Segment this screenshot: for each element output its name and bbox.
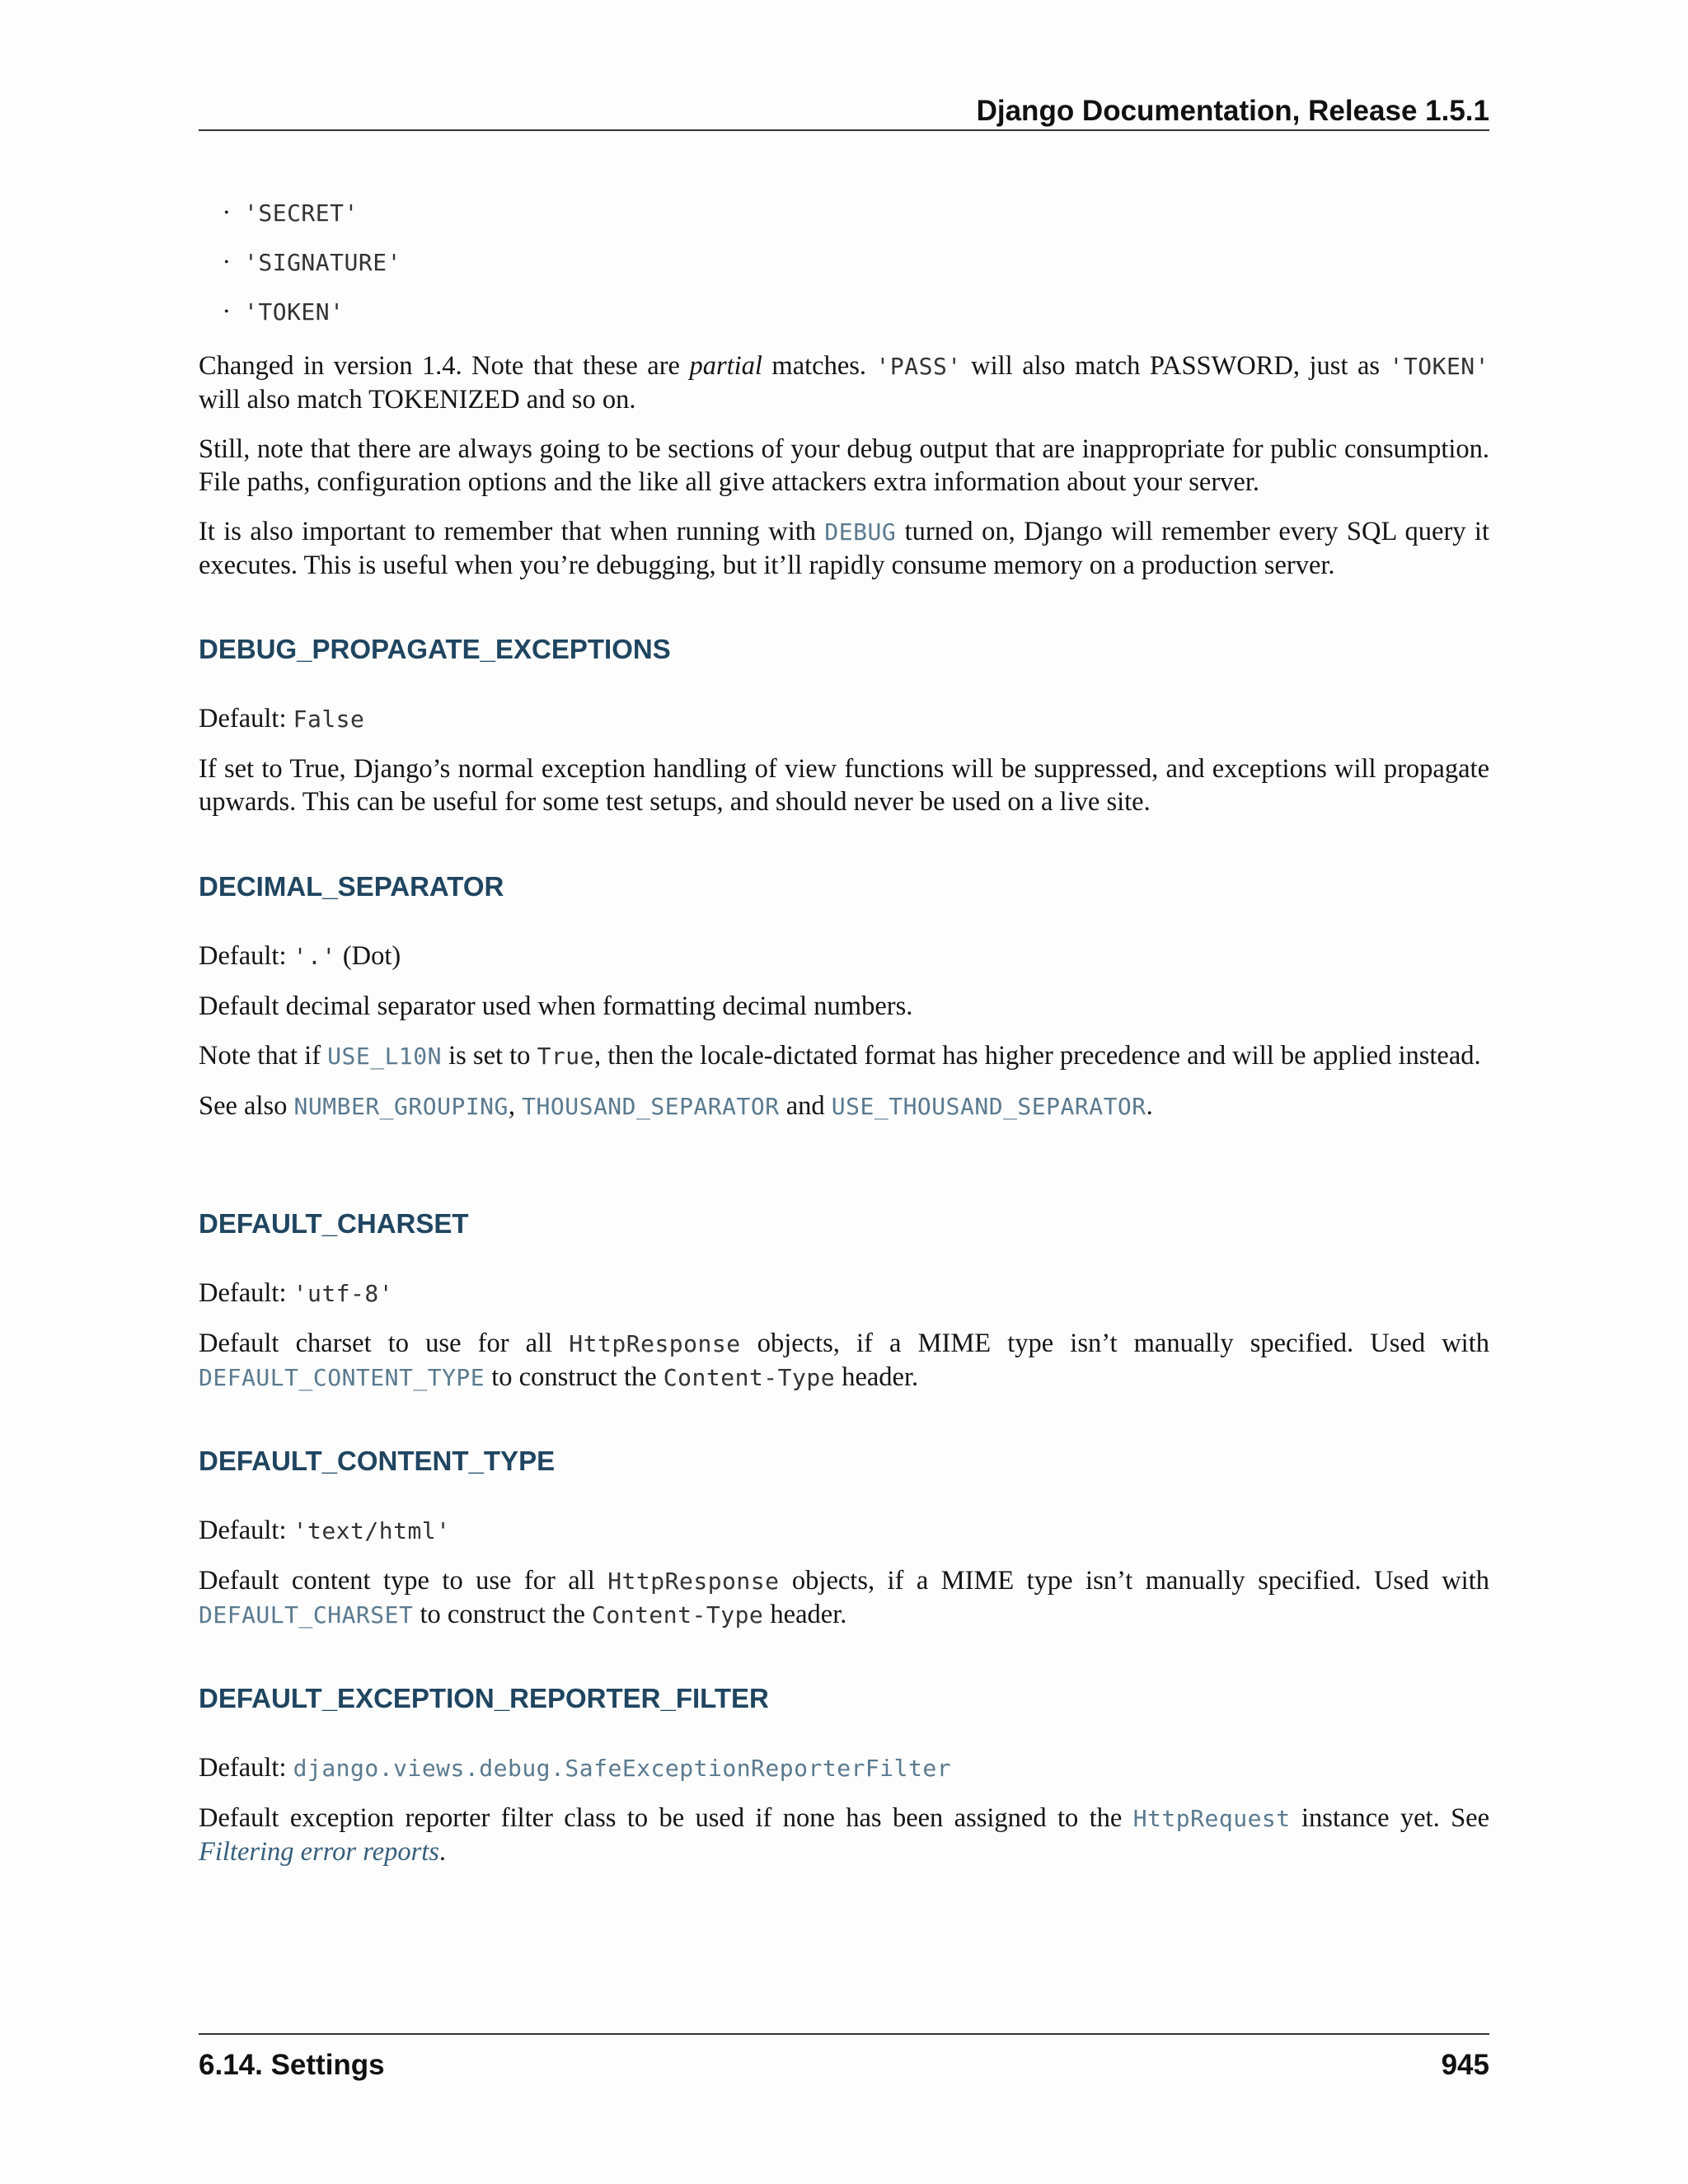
list-item-code: 'TOKEN'	[244, 298, 345, 326]
document-page	[199, 0, 1489, 2184]
filtering-error-reports-link[interactable]: Filtering error reports	[199, 1837, 439, 1867]
intro-block	[199, 349, 1489, 598]
default-value-line	[199, 940, 1489, 973]
default-label: Default:	[199, 1516, 293, 1545]
description-paragraph	[199, 1564, 1489, 1632]
locale-note-paragraph	[199, 1039, 1489, 1073]
secret-words-list	[199, 197, 1489, 345]
text-run: , then the locale-dictated format has higher precedence and will be applied instead.	[594, 1041, 1481, 1071]
section-heading: DEBUG_PROPAGATE_EXCEPTIONS	[199, 634, 671, 664]
text-run: will also match PASSWORD, just as	[961, 351, 1390, 381]
version-note-paragraph	[199, 349, 1489, 416]
default-content-type-section	[199, 1445, 1489, 1648]
default-label: Default:	[199, 941, 293, 971]
text-run: to construct the	[413, 1600, 592, 1629]
text-run: objects, if a MIME type isn’t manually specified. Used with	[779, 1566, 1489, 1596]
debug-propagate-exceptions-section	[199, 633, 1489, 835]
bullet-icon: •	[224, 206, 229, 220]
debug-output-paragraph: Still, note that there are always going to be sections of your debug output that are inappropriate for public consumption. File paths, configuration options and the like all give attackers extra information about your server.	[199, 434, 1489, 497]
safe-exception-reporter-filter-link[interactable]: django.views.debug.SafeExceptionReporterFilter	[293, 1755, 952, 1782]
default-label: Default:	[199, 1278, 293, 1308]
debug-memory-paragraph	[199, 515, 1489, 582]
list-item	[224, 197, 1489, 246]
text-run: .	[1146, 1091, 1153, 1121]
text-run: instance yet. See	[1290, 1803, 1489, 1833]
inline-code: 'PASS'	[875, 353, 962, 380]
decimal-separator-section	[199, 870, 1489, 1140]
description-paragraph: If set to True, Django’s normal exception handling of view functions will be suppressed, and exceptions will propagate upwards. This can be useful for some test setups, and should never be used on a live site.	[199, 754, 1489, 817]
default-value: '.'	[293, 943, 336, 970]
text-run: to construct the	[485, 1362, 663, 1392]
default-label: Default:	[199, 704, 293, 733]
default-value: 'utf-8'	[293, 1280, 394, 1307]
list-item	[224, 246, 1489, 296]
list-item-code: 'SECRET'	[244, 199, 359, 227]
default-charset-section	[199, 1207, 1489, 1411]
default-value: 'text/html'	[293, 1517, 451, 1544]
default-value-line	[199, 1514, 1489, 1548]
text-run: Default exception reporter filter class to be used if none has been assigned to the	[199, 1803, 1133, 1833]
page-number: 945	[1441, 2049, 1489, 2081]
use-l10n-link[interactable]: USE_L10N	[327, 1043, 442, 1070]
default-suffix: (Dot)	[335, 941, 401, 971]
default-exception-reporter-filter-section	[199, 1682, 1489, 1885]
number-grouping-link[interactable]: NUMBER_GROUPING	[293, 1093, 509, 1120]
inline-code: 'TOKEN'	[1389, 353, 1490, 380]
text-run: will also match TOKENIZED and so on.	[199, 385, 636, 415]
text-run: Changed in version 1.4. Note that these are	[199, 351, 690, 381]
list-item-code: 'SIGNATURE'	[244, 249, 401, 276]
text-run: matches.	[762, 351, 876, 381]
httprequest-link[interactable]: HttpRequest	[1132, 1805, 1291, 1832]
default-value-line	[199, 1751, 1489, 1785]
text-run: is set to	[442, 1041, 537, 1071]
footer-section-title: 6.14. Settings	[199, 2049, 385, 2081]
text-run: objects, if a MIME type isn’t manually specified. Used with	[740, 1329, 1489, 1358]
description-paragraph	[199, 1802, 1489, 1868]
text-run: It is also important to remember that when running with	[199, 517, 825, 546]
thousand-separator-link[interactable]: THOUSAND_SEPARATOR	[522, 1093, 780, 1120]
text-run: turned on, Django will remember every SQL query it executes. This is useful when you’re debugging, but it’ll rapidly consume memory on a production server.	[199, 517, 1489, 580]
see-also-paragraph	[199, 1090, 1489, 1123]
emphasis-text: partial	[689, 351, 762, 381]
text-run: Default content type to use for all	[199, 1566, 608, 1596]
text-run: header.	[763, 1600, 847, 1629]
text-run: header.	[835, 1362, 919, 1392]
bullet-icon: •	[224, 305, 229, 319]
default-value-line	[199, 702, 1489, 736]
default-value-line	[199, 1277, 1489, 1310]
secret-words-list-block	[199, 197, 1489, 345]
section-heading: DEFAULT_CONTENT_TYPE	[199, 1446, 556, 1476]
inline-code: True	[537, 1043, 594, 1070]
default-charset-link[interactable]: DEFAULT_CHARSET	[199, 1601, 414, 1629]
inline-code: HttpResponse	[607, 1568, 780, 1595]
default-label: Default:	[199, 1753, 293, 1783]
text-run: ,	[508, 1091, 523, 1121]
text-run: .	[438, 1837, 447, 1867]
bullet-icon: •	[224, 255, 229, 269]
text-run: Note that if	[199, 1041, 328, 1071]
inline-code: HttpResponse	[569, 1330, 741, 1357]
running-header: Django Documentation, Release 1.5.1	[199, 93, 1489, 131]
inline-code: Content-Type	[592, 1601, 764, 1629]
description-paragraph	[199, 1327, 1489, 1394]
text-run: Default charset to use for all	[199, 1329, 570, 1358]
section-heading: DECIMAL_SEPARATOR	[199, 871, 504, 902]
description-paragraph: Default decimal separator used when formatting decimal numbers.	[199, 991, 913, 1021]
page-footer	[199, 2033, 1489, 2079]
default-content-type-link[interactable]: DEFAULT_CONTENT_TYPE	[199, 1364, 485, 1391]
default-value: False	[293, 705, 365, 733]
section-heading: DEFAULT_CHARSET	[199, 1208, 469, 1239]
section-heading: DEFAULT_EXCEPTION_REPORTER_FILTER	[199, 1683, 769, 1713]
debug-setting-link[interactable]: DEBUG	[824, 518, 897, 546]
inline-code: Content-Type	[663, 1364, 836, 1391]
text-run: and	[779, 1091, 832, 1121]
list-item	[224, 296, 1489, 345]
text-run: See also	[199, 1091, 294, 1121]
use-thousand-separator-link[interactable]: USE_THOUSAND_SEPARATOR	[831, 1093, 1146, 1120]
